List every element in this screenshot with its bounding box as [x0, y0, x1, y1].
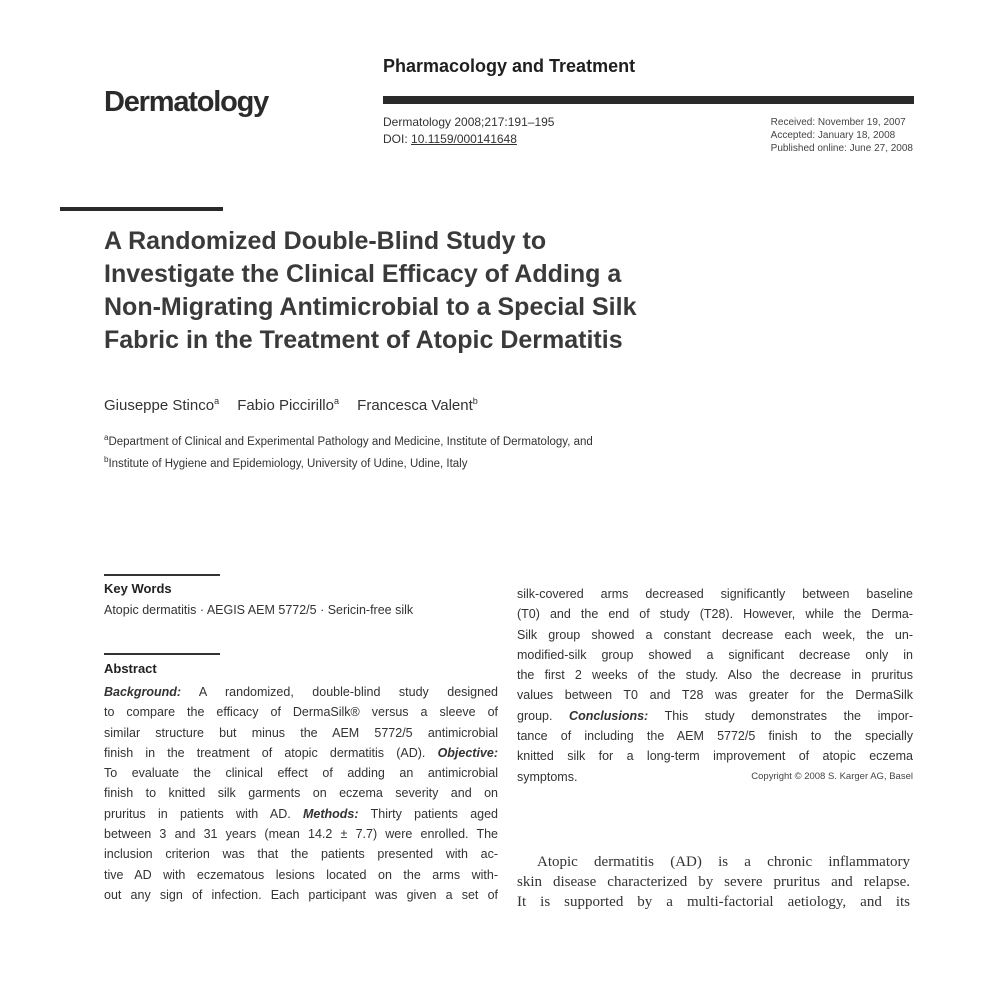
- key-words-rule: [104, 574, 220, 576]
- title-line: Investigate the Clinical Efficacy of Adding a: [104, 260, 622, 288]
- article-title: [104, 225, 744, 357]
- abstract-line: group. Conclusions: This study demonstrates the impor-: [517, 708, 913, 723]
- author: Francesca Valent$^b$: [357, 396, 478, 414]
- accepted-date: Accepted: January 18, 2008: [770, 130, 896, 141]
- author: Fabio Piccirillo$^a$: [237, 396, 339, 414]
- title-rule: [60, 207, 223, 211]
- intro-line: It is supported by a multi-factorial aetiology, and its: [517, 894, 910, 910]
- abstract-line: finish to knitted silk garments on eczema severity and on: [104, 786, 498, 801]
- intro-line: Atopic dermatitis (AD) is a chronic inflammatory: [537, 854, 910, 870]
- abstract-last-line: [517, 767, 913, 787]
- author-list: [104, 396, 492, 414]
- abstract-line: Silk group showed a constant decrease each week, the un-: [517, 627, 913, 642]
- journal-logo: Dermatology: [104, 86, 269, 118]
- abstract-line: (T0) and the end of study (T28). However, while the Derma-: [517, 607, 913, 622]
- abstract-line: inclusion criterion was that the patients presented with ac-: [104, 847, 498, 862]
- abstract-column-left: [104, 682, 498, 905]
- key-words-text: Atopic dermatitis · AEGIS AEM 5772/5 · Sericin-free silk: [104, 603, 414, 617]
- doi-prefix: DOI:: [383, 132, 412, 146]
- abstract-line: To evaluate the clinical effect of adding an antimicrobial: [104, 766, 498, 781]
- doi-line: [383, 131, 554, 148]
- introduction-text: [517, 852, 910, 912]
- abstract-line: similar structure but minus the AEM 5772/5 antimicrobial: [104, 725, 498, 740]
- article-dates: [771, 116, 913, 155]
- abstract-line: tive AD with eczematous lesions located on the arms with-: [104, 867, 498, 882]
- abstract-line: values between T0 and T28 was greater for the DermaSilk: [517, 688, 913, 703]
- key-words-heading: Key Words: [104, 581, 172, 596]
- abstract-line: Background: A randomized, double-blind study designed: [104, 685, 498, 699]
- abstract-line: to compare the efficacy of DermaSilk® versus a sleeve of: [104, 705, 498, 720]
- abstract-column-right: [517, 584, 913, 787]
- abstract-heading: Abstract: [104, 661, 157, 676]
- section-label: Pharmacology and Treatment: [383, 56, 636, 76]
- abstract-line: tance of including the AEM 5772/5 finish to the specially: [517, 729, 913, 744]
- abstract-line: knitted silk for a long-term improvement of atopic eczema: [517, 749, 913, 764]
- doi-link[interactable]: 10.1159/000141648: [411, 132, 517, 146]
- abstract-line: pruritus in patients with AD. Methods: Thirty patients aged: [104, 806, 499, 821]
- abstract-line: out any sign of infection. Each participant was given a set of: [104, 887, 498, 902]
- title-line: Non-Migrating Antimicrobial to a Special Silk: [104, 293, 637, 321]
- abstract-line: the first 2 weeks of the study. Also the decrease in pruritus: [517, 668, 913, 683]
- abstract-line: silk-covered arms decreased significantly between baseline: [517, 587, 913, 601]
- abstract-rule: [104, 653, 220, 655]
- abstract-final-text: symptoms.: [517, 769, 578, 784]
- received-date: Received: November 19, 2007: [770, 117, 906, 128]
- title-line: Fabric in the Treatment of Atopic Dermatitis: [104, 326, 623, 354]
- citation-block: [383, 114, 554, 148]
- abstract-line: modified-silk group showed a significant decrease only in: [517, 647, 913, 662]
- affiliation: $^a$Department of Clinical and Experimental Pathology and Medicine, Institute of Dermatology, and: [104, 433, 593, 448]
- abstract-line: finish in the treatment of atopic dermatitis (AD). Objective:: [104, 745, 498, 760]
- intro-line: skin disease characterized by severe pruritus and relapse.: [517, 874, 910, 890]
- citation: Dermatology 2008;217:191–195: [383, 115, 555, 129]
- header-rule: [383, 96, 914, 104]
- published-date: Published online: June 27, 2008: [770, 143, 913, 154]
- title-line: A Randomized Double-Blind Study to: [104, 227, 547, 255]
- affiliations: [104, 429, 593, 473]
- copyright-notice: Copyright © 2008 S. Karger AG, Basel: [751, 770, 913, 782]
- author: Giuseppe Stinco$^a$: [104, 396, 220, 414]
- abstract-line: between 3 and 31 years (mean 14.2 ± 7.7) were enrolled. The: [104, 827, 498, 842]
- affiliation: $^b$Institute of Hygiene and Epidemiology, University of Udine, Udine, Italy: [104, 454, 468, 470]
